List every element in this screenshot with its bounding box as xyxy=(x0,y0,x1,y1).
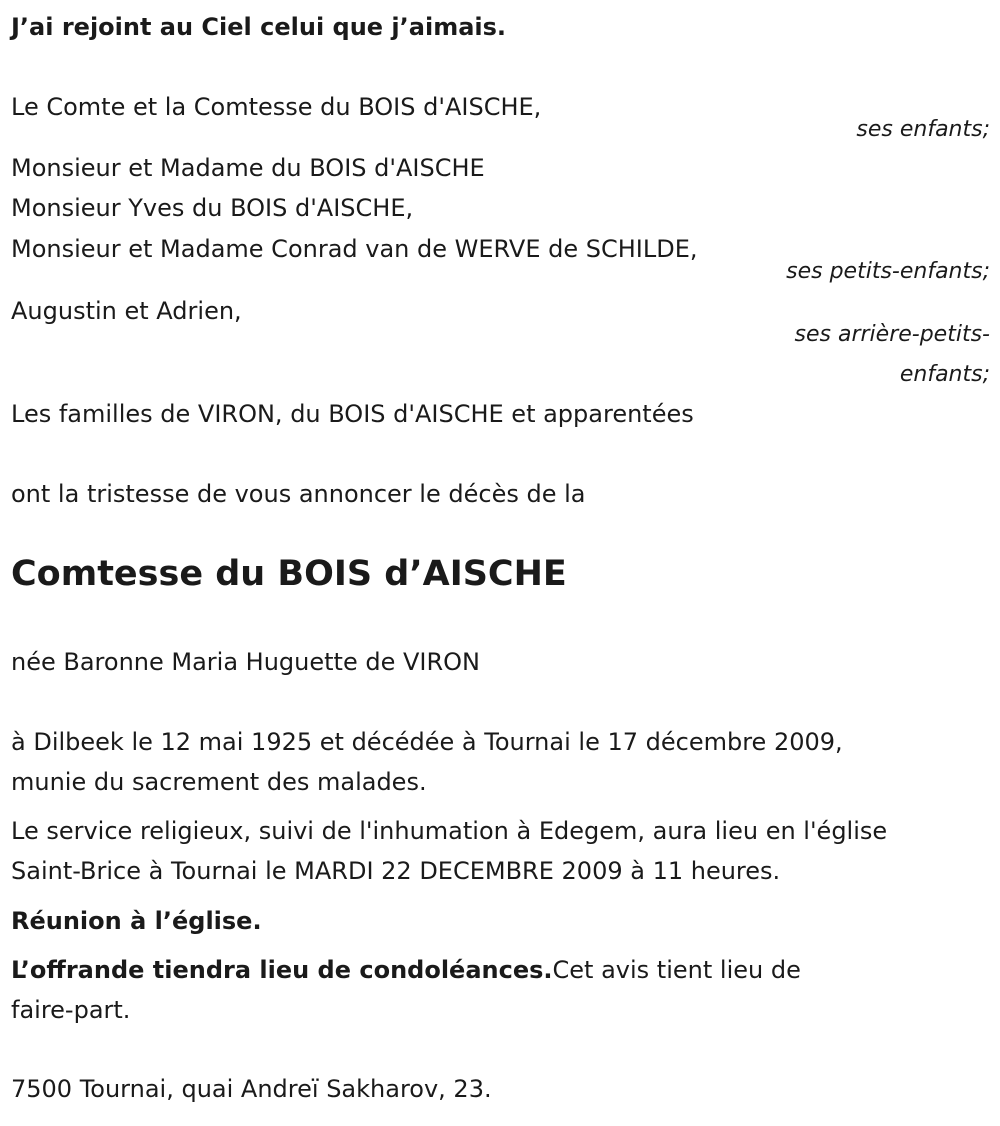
address: 7500 Tournai, quai Andreï Sakharov, 23. xyxy=(11,1075,492,1103)
announcement: ont la tristesse de vous annoncer le décès de la xyxy=(11,480,586,508)
children-role: ses enfants; xyxy=(856,117,990,142)
families: Les familles de VIRON, du BOIS d'AISCHE et apparentées xyxy=(11,400,694,428)
grandchild-line: Monsieur et Madame Conrad van de WERVE de SCHILDE, xyxy=(11,235,698,263)
offering-line1 xyxy=(11,955,801,985)
children-names: Le Comte et la Comtesse du BOIS d'AISCHE, xyxy=(11,93,542,121)
grandchild-line: Monsieur Yves du BOIS d'AISCHE, xyxy=(11,194,414,222)
great-grandchildren-role-line1: ses arrière-petits- xyxy=(794,322,990,347)
intro-quote: J’ai rejoint au Ciel celui que j’aimais. xyxy=(11,13,507,41)
great-grandchildren-names: Augustin et Adrien, xyxy=(11,297,242,325)
great-grandchildren-role-line2: enfants; xyxy=(899,362,990,387)
deceased-title: Comtesse du BOIS d’AISCHE xyxy=(11,554,567,594)
birth-death-line1: à Dilbeek le 12 mai 1925 et décédée à Tournai le 17 décembre 2009, xyxy=(11,728,843,756)
grandchild-line: Monsieur et Madame du BOIS d'AISCHE xyxy=(11,154,485,182)
gathering-note: Réunion à l’église. xyxy=(11,907,262,935)
offering-rest: Cet avis tient lieu de xyxy=(552,956,801,984)
offering-line2: faire-part. xyxy=(11,996,131,1024)
service-line2: Saint-Brice à Tournai le MARDI 22 DECEMBRE 2009 à 11 heures. xyxy=(11,857,781,885)
birth-death-line2: munie du sacrement des malades. xyxy=(11,768,427,796)
offering-bold: L’offrande tiendra lieu de condoléances. xyxy=(11,956,553,984)
grandchildren-role: ses petits-enfants; xyxy=(786,259,990,284)
service-line1: Le service religieux, suivi de l'inhumation à Edegem, aura lieu en l'église xyxy=(11,817,888,845)
birth-name: née Baronne Maria Huguette de VIRON xyxy=(11,648,480,676)
